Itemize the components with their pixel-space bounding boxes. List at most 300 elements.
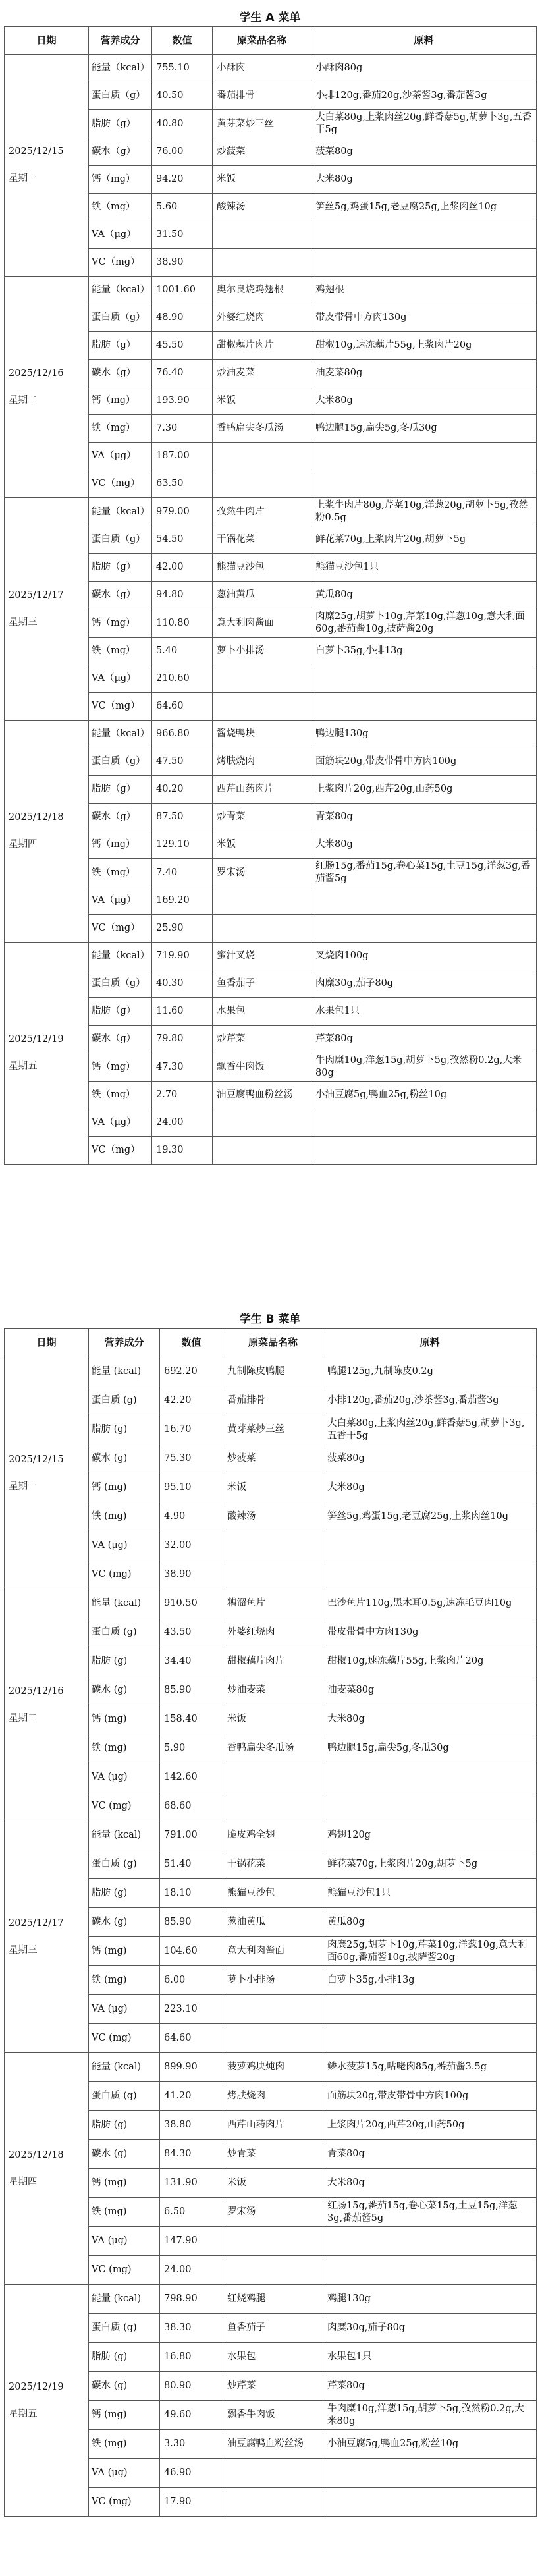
value-cell: 169.20 xyxy=(152,887,213,915)
value-cell: 41.20 xyxy=(160,2082,223,2111)
nutrient-cell: 脂肪（g） xyxy=(89,776,152,804)
nutrient-cell: 蛋白质（g） xyxy=(89,970,152,998)
nutrient-cell: 铁（mg） xyxy=(89,194,152,221)
ingredients-cell: 鸡腿130g xyxy=(323,2285,537,2314)
value-cell: 110.80 xyxy=(152,609,213,638)
date-text: 2025/12/15 xyxy=(9,146,64,157)
date-cell xyxy=(5,498,89,721)
date-cell xyxy=(5,721,89,943)
value-cell: 798.90 xyxy=(160,2285,223,2314)
value-cell: 31.50 xyxy=(152,221,213,249)
ingredients-cell xyxy=(311,221,537,249)
nutrient-cell: 能量（kcal） xyxy=(89,721,152,748)
ingredients-cell: 鲜花菜70g,上浆肉片20g,胡萝卜5g xyxy=(323,1850,537,1879)
ingredients-cell: 巴沙鱼片110g,黑木耳0.5g,速冻毛豆肉10g xyxy=(323,1589,537,1618)
dish-name-cell: 意大利肉酱面 xyxy=(223,1937,323,1966)
ingredients-cell: 大白菜80g,上浆肉丝20g,鲜香菇5g,胡萝卜3g,五香干5g xyxy=(311,110,537,138)
weekday-text: 星期三 xyxy=(9,617,38,628)
dish-name-cell: 油豆腐鸭血粉丝汤 xyxy=(223,2430,323,2459)
ingredients-cell xyxy=(323,1763,537,1792)
value-cell: 2.70 xyxy=(152,1082,213,1109)
nutrient-cell: 碳水（g） xyxy=(89,360,152,387)
ingredients-cell: 牛肉糜10g,洋葱15g,胡萝卜5g,孜然粉0.2g,大米80g xyxy=(311,1053,537,1082)
date-cell xyxy=(5,1821,89,2053)
ingredients-cell: 白萝卜35g,小排13g xyxy=(323,1966,537,1995)
nutrient-cell: 脂肪 (g) xyxy=(89,2343,160,2372)
nutrient-cell: 脂肪（g） xyxy=(89,554,152,582)
nutrient-cell: 脂肪 (g) xyxy=(89,1415,160,1444)
nutrient-cell: 蛋白质（g） xyxy=(89,748,152,776)
value-cell: 84.30 xyxy=(160,2140,223,2169)
nutrient-cell: 蛋白质（g） xyxy=(89,82,152,110)
dish-name-cell xyxy=(213,221,311,249)
dish-name-cell: 炒油麦菜 xyxy=(223,1676,323,1705)
ingredients-cell xyxy=(311,249,537,277)
ingredients-cell: 大米80g xyxy=(323,2169,537,2198)
dish-name-cell: 萝卜小排汤 xyxy=(223,1966,323,1995)
ingredients-cell: 白萝卜35g,小排13g xyxy=(311,638,537,665)
nutrient-cell: VC（mg） xyxy=(89,470,152,498)
dish-name-cell xyxy=(223,1792,323,1821)
dish-name-cell: 奥尔良烧鸡翅根 xyxy=(213,277,311,304)
date-text: 2025/12/17 xyxy=(9,1917,64,1929)
value-cell: 43.50 xyxy=(160,1618,223,1647)
nutrient-cell: 蛋白质（g） xyxy=(89,526,152,554)
dish-name-cell: 米饭 xyxy=(223,1705,323,1734)
nutrient-cell: 钙（mg） xyxy=(89,387,152,415)
table-a-title: 学生 A 菜单 xyxy=(239,11,301,24)
nutrient-cell: 碳水 (g) xyxy=(89,1444,160,1473)
date-cell xyxy=(5,1357,89,1589)
value-cell: 87.50 xyxy=(152,804,213,831)
dish-name-cell: 干锅花菜 xyxy=(213,526,311,554)
nutrient-cell: 钙（mg） xyxy=(89,1053,152,1082)
ingredients-cell: 青菜80g xyxy=(311,804,537,831)
value-cell: 147.90 xyxy=(160,2227,223,2256)
date-cell xyxy=(5,943,89,1165)
ingredients-cell: 黄瓜80g xyxy=(323,1908,537,1937)
nutrient-cell: 蛋白质 (g) xyxy=(89,2082,160,2111)
ingredients-cell: 上浆肉片20g,西芹20g,山药50g xyxy=(311,776,537,804)
dish-name-cell xyxy=(223,2459,323,2488)
ingredients-cell: 肉糜30g,茄子80g xyxy=(323,2314,537,2343)
nutrient-cell: 能量（kcal） xyxy=(89,55,152,82)
dish-name-cell: 米饭 xyxy=(213,831,311,859)
ingredients-cell: 黄瓜80g xyxy=(311,582,537,609)
ingredients-cell: 青菜80g xyxy=(323,2140,537,2169)
value-cell: 32.00 xyxy=(160,1531,223,1560)
dish-name-cell: 孜然牛肉片 xyxy=(213,498,311,526)
nutrient-cell: 钙 (mg) xyxy=(89,1937,160,1966)
dish-name-cell: 番茄排骨 xyxy=(213,82,311,110)
dish-name-cell xyxy=(213,470,311,498)
ingredients-cell xyxy=(323,1995,537,2024)
nutrient-cell: 铁（mg） xyxy=(89,415,152,443)
ingredients-cell: 上浆肉片20g,西芹20g,山药50g xyxy=(323,2111,537,2140)
value-cell: 51.40 xyxy=(160,1850,223,1879)
ingredients-cell: 叉烧肉100g xyxy=(311,943,537,970)
dish-name-cell: 红烧鸡腿 xyxy=(223,2285,323,2314)
value-cell: 38.80 xyxy=(160,2111,223,2140)
ingredients-cell: 大米80g xyxy=(323,1705,537,1734)
nutrient-cell: 铁 (mg) xyxy=(89,1502,160,1531)
date-text: 2025/12/19 xyxy=(9,1034,64,1045)
column-header: 日期 xyxy=(5,27,89,55)
nutrient-cell: 蛋白质（g） xyxy=(89,304,152,332)
column-header: 原菜品名称 xyxy=(223,1329,323,1357)
value-cell: 6.00 xyxy=(160,1966,223,1995)
dish-name-cell: 菠萝鸡块炖肉 xyxy=(223,2053,323,2082)
student-b-menu-table xyxy=(4,1328,537,2517)
date-text: 2025/12/16 xyxy=(9,1685,64,1697)
date-text: 2025/12/17 xyxy=(9,589,64,601)
value-cell: 1001.60 xyxy=(152,277,213,304)
header-row xyxy=(5,27,537,55)
value-cell: 131.90 xyxy=(160,2169,223,2198)
nutrient-cell: VC (mg) xyxy=(89,2488,160,2517)
column-header: 营养成分 xyxy=(89,27,152,55)
value-cell: 966.80 xyxy=(152,721,213,748)
value-cell: 48.90 xyxy=(152,304,213,332)
nutrient-cell: 能量 (kcal) xyxy=(89,1357,160,1386)
dish-name-cell: 水果包 xyxy=(213,998,311,1026)
ingredients-cell: 小排120g,番茄20g,沙茶酱3g,番茄酱3g xyxy=(311,82,537,110)
ingredients-cell: 菠菜80g xyxy=(323,1444,537,1473)
ingredients-cell: 鲜花菜70g,上浆肉片20g,胡萝卜5g xyxy=(311,526,537,554)
ingredients-cell: 熊猫豆沙包1只 xyxy=(323,1879,537,1908)
dish-name-cell: 飘香牛肉饭 xyxy=(213,1053,311,1082)
table-row xyxy=(5,721,537,748)
value-cell: 25.90 xyxy=(152,915,213,943)
nutrient-cell: 铁 (mg) xyxy=(89,2430,160,2459)
ingredients-cell: 牛肉糜10g,洋葱15g,胡萝卜5g,孜然粉0.2g,大米80g xyxy=(323,2401,537,2430)
nutrient-cell: VC（mg） xyxy=(89,1137,152,1165)
nutrient-cell: VA (μg) xyxy=(89,1995,160,2024)
dish-name-cell: 鱼香茄子 xyxy=(213,970,311,998)
ingredients-cell xyxy=(323,2488,537,2517)
date-text: 2025/12/16 xyxy=(9,368,64,379)
dish-name-cell: 香鸭扁尖冬瓜汤 xyxy=(223,1734,323,1763)
nutrient-cell: VC（mg） xyxy=(89,249,152,277)
date-text: 2025/12/15 xyxy=(9,1454,64,1465)
dish-name-cell: 脆皮鸡全翅 xyxy=(223,1821,323,1850)
value-cell: 187.00 xyxy=(152,443,213,470)
dish-name-cell: 意大利肉酱面 xyxy=(213,609,311,638)
date-text: 2025/12/18 xyxy=(9,2149,64,2160)
nutrient-cell: 能量 (kcal) xyxy=(89,2053,160,2082)
ingredients-cell: 鳞水菠萝15g,咕咾肉85g,番茄酱3.5g xyxy=(323,2053,537,2082)
dish-name-cell: 西芹山药肉片 xyxy=(213,776,311,804)
column-header: 原料 xyxy=(323,1329,537,1357)
nutrient-cell: 脂肪（g） xyxy=(89,998,152,1026)
ingredients-cell: 油麦菜80g xyxy=(323,1676,537,1705)
nutrient-cell: 钙 (mg) xyxy=(89,1705,160,1734)
column-header: 数值 xyxy=(152,27,213,55)
dish-name-cell xyxy=(213,915,311,943)
ingredients-cell xyxy=(311,470,537,498)
dish-name-cell xyxy=(223,1531,323,1560)
value-cell: 75.30 xyxy=(160,1444,223,1473)
ingredients-cell xyxy=(311,1109,537,1137)
ingredients-cell: 大米80g xyxy=(323,1473,537,1502)
weekday-text: 星期二 xyxy=(9,395,38,406)
dish-name-cell: 九制陈皮鸭腿 xyxy=(223,1357,323,1386)
dish-name-cell: 酸辣汤 xyxy=(223,1502,323,1531)
value-cell: 40.80 xyxy=(152,110,213,138)
nutrient-cell: VA（μg） xyxy=(89,1109,152,1137)
value-cell: 158.40 xyxy=(160,1705,223,1734)
dish-name-cell: 葱油黄瓜 xyxy=(213,582,311,609)
dish-name-cell xyxy=(213,693,311,721)
ingredients-cell: 甜椒10g,速冻藕片55g,上浆肉片20g xyxy=(311,332,537,360)
ingredients-cell: 带皮带骨中方肉130g xyxy=(311,304,537,332)
nutrient-cell: 铁（mg） xyxy=(89,1082,152,1109)
date-text: 2025/12/19 xyxy=(9,2381,64,2392)
date-cell xyxy=(5,55,89,277)
ingredients-cell xyxy=(311,887,537,915)
nutrient-cell: VA（μg） xyxy=(89,443,152,470)
dish-name-cell: 外婆红烧肉 xyxy=(213,304,311,332)
dish-name-cell xyxy=(223,1763,323,1792)
dish-name-cell: 炒油麦菜 xyxy=(213,360,311,387)
nutrient-cell: 碳水（g） xyxy=(89,138,152,166)
nutrient-cell: 铁（mg） xyxy=(89,638,152,665)
date-cell xyxy=(5,2285,89,2517)
dish-name-cell: 油豆腐鸭血粉丝汤 xyxy=(213,1082,311,1109)
ingredients-cell xyxy=(323,2256,537,2285)
ingredients-cell: 油麦菜80g xyxy=(311,360,537,387)
weekday-text: 星期二 xyxy=(9,1713,38,1724)
date-cell xyxy=(5,2053,89,2285)
dish-name-cell: 炒青菜 xyxy=(223,2140,323,2169)
dish-name-cell: 炒菠菜 xyxy=(213,138,311,166)
value-cell: 45.50 xyxy=(152,332,213,360)
nutrient-cell: 钙 (mg) xyxy=(89,1473,160,1502)
dish-name-cell: 水果包 xyxy=(223,2343,323,2372)
value-cell: 104.60 xyxy=(160,1937,223,1966)
ingredients-cell: 大米80g xyxy=(311,831,537,859)
nutrient-cell: 能量 (kcal) xyxy=(89,1589,160,1618)
nutrient-cell: 碳水（g） xyxy=(89,1026,152,1053)
value-cell: 5.40 xyxy=(152,638,213,665)
table-row xyxy=(5,1589,537,1618)
table-row xyxy=(5,277,537,304)
table-row xyxy=(5,1821,537,1850)
nutrient-cell: 碳水 (g) xyxy=(89,1676,160,1705)
ingredients-cell xyxy=(323,2459,537,2488)
date-text: 2025/12/18 xyxy=(9,812,64,823)
dish-name-cell: 萝卜小排汤 xyxy=(213,638,311,665)
nutrient-cell: 碳水 (g) xyxy=(89,1908,160,1937)
ingredients-cell: 鸡翅120g xyxy=(323,1821,537,1850)
weekday-text: 星期四 xyxy=(9,2176,38,2187)
weekday-text: 星期四 xyxy=(9,839,38,850)
value-cell: 94.20 xyxy=(152,166,213,194)
ingredients-cell: 菠菜80g xyxy=(311,138,537,166)
ingredients-cell: 小油豆腐5g,鸭血25g,粉丝10g xyxy=(311,1082,537,1109)
value-cell: 94.80 xyxy=(152,582,213,609)
ingredients-cell: 肉糜25g,胡萝卜10g,芹菜10g,洋葱10g,意大利面60g,番茄酱10g,披萨酱20g xyxy=(323,1937,537,1966)
column-header: 营养成分 xyxy=(89,1329,160,1357)
dish-name-cell: 炒芹菜 xyxy=(213,1026,311,1053)
value-cell: 40.50 xyxy=(152,82,213,110)
ingredients-cell xyxy=(323,2024,537,2053)
nutrient-cell: 钙 (mg) xyxy=(89,2169,160,2198)
value-cell: 38.90 xyxy=(152,249,213,277)
value-cell: 210.60 xyxy=(152,665,213,693)
ingredients-cell: 红肠15g,番茄15g,卷心菜15g,土豆15g,洋葱3g,番茄酱5g xyxy=(311,859,537,887)
table-row xyxy=(5,943,537,970)
ingredients-cell xyxy=(311,1137,537,1165)
date-cell xyxy=(5,1589,89,1821)
nutrient-cell: VA (μg) xyxy=(89,1763,160,1792)
value-cell: 42.00 xyxy=(152,554,213,582)
dish-name-cell: 甜椒藕片肉片 xyxy=(213,332,311,360)
ingredients-cell xyxy=(323,1792,537,1821)
dish-name-cell xyxy=(223,2227,323,2256)
nutrient-cell: 钙 (mg) xyxy=(89,2401,160,2430)
ingredients-cell xyxy=(323,2227,537,2256)
dish-name-cell: 干锅花菜 xyxy=(223,1850,323,1879)
nutrient-cell: VC（mg） xyxy=(89,915,152,943)
nutrient-cell: 碳水 (g) xyxy=(89,2372,160,2401)
nutrient-cell: 能量 (kcal) xyxy=(89,1821,160,1850)
value-cell: 63.50 xyxy=(152,470,213,498)
ingredients-cell xyxy=(323,1531,537,1560)
ingredients-cell: 鸡翅根 xyxy=(311,277,537,304)
table-row xyxy=(5,498,537,526)
nutrient-cell: 蛋白质 (g) xyxy=(89,1386,160,1415)
ingredients-cell: 小酥肉80g xyxy=(311,55,537,82)
nutrient-cell: 能量（kcal） xyxy=(89,943,152,970)
weekday-text: 星期五 xyxy=(9,1061,38,1072)
dish-name-cell: 黄芽菜炒三丝 xyxy=(213,110,311,138)
ingredients-cell: 大白菜80g,上浆肉丝20g,鲜香菇5g,胡萝卜3g,五香干5g xyxy=(323,1415,537,1444)
value-cell: 79.80 xyxy=(152,1026,213,1053)
value-cell: 68.60 xyxy=(160,1792,223,1821)
dish-name-cell: 烤肤烧肉 xyxy=(223,2082,323,2111)
ingredients-cell: 肉糜30g,茄子80g xyxy=(311,970,537,998)
value-cell: 42.20 xyxy=(160,1386,223,1415)
dish-name-cell: 番茄排骨 xyxy=(223,1386,323,1415)
nutrient-cell: VC (mg) xyxy=(89,2024,160,2053)
ingredients-cell: 水果包1只 xyxy=(311,998,537,1026)
nutrient-cell: 能量 (kcal) xyxy=(89,2285,160,2314)
nutrient-cell: VA（μg） xyxy=(89,887,152,915)
ingredients-cell: 笋丝5g,鸡蛋15g,老豆腐25g,上浆肉丝10g xyxy=(323,1502,537,1531)
value-cell: 40.20 xyxy=(152,776,213,804)
dish-name-cell: 炒芹菜 xyxy=(223,2372,323,2401)
dish-name-cell: 罗宋汤 xyxy=(213,859,311,887)
dish-name-cell: 外婆红烧肉 xyxy=(223,1618,323,1647)
dish-name-cell: 黄芽菜炒三丝 xyxy=(223,1415,323,1444)
value-cell: 5.90 xyxy=(160,1734,223,1763)
dish-name-cell xyxy=(223,1995,323,2024)
value-cell: 17.90 xyxy=(160,2488,223,2517)
ingredients-cell xyxy=(311,443,537,470)
value-cell: 38.90 xyxy=(160,1560,223,1589)
value-cell: 19.30 xyxy=(152,1137,213,1165)
value-cell: 76.00 xyxy=(152,138,213,166)
dish-name-cell: 西芹山药肉片 xyxy=(223,2111,323,2140)
dish-name-cell: 糟溜鱼片 xyxy=(223,1589,323,1618)
ingredients-cell: 鸭边腿15g,扁尖5g,冬瓜30g xyxy=(323,1734,537,1763)
weekday-text: 星期三 xyxy=(9,1944,38,1956)
nutrient-cell: VA（μg） xyxy=(89,221,152,249)
weekday-text: 星期五 xyxy=(9,2408,38,2419)
nutrient-cell: 脂肪 (g) xyxy=(89,1647,160,1676)
nutrient-cell: 蛋白质 (g) xyxy=(89,1850,160,1879)
value-cell: 40.30 xyxy=(152,970,213,998)
dish-name-cell: 熊猫豆沙包 xyxy=(223,1879,323,1908)
dish-name-cell: 鱼香茄子 xyxy=(223,2314,323,2343)
ingredients-cell xyxy=(311,693,537,721)
weekday-text: 星期一 xyxy=(9,173,38,184)
dish-name-cell: 米饭 xyxy=(223,1473,323,1502)
dish-name-cell xyxy=(213,1137,311,1165)
value-cell: 7.30 xyxy=(152,415,213,443)
nutrient-cell: 脂肪 (g) xyxy=(89,2111,160,2140)
value-cell: 899.90 xyxy=(160,2053,223,2082)
dish-name-cell: 烤肤烧肉 xyxy=(213,748,311,776)
nutrient-cell: VA (μg) xyxy=(89,1531,160,1560)
table-row xyxy=(5,55,537,82)
value-cell: 47.30 xyxy=(152,1053,213,1082)
nutrient-cell: 能量（kcal） xyxy=(89,277,152,304)
value-cell: 719.90 xyxy=(152,943,213,970)
value-cell: 16.70 xyxy=(160,1415,223,1444)
ingredients-cell: 芹菜80g xyxy=(323,2372,537,2401)
nutrient-cell: 脂肪 (g) xyxy=(89,1879,160,1908)
ingredients-cell: 带皮带骨中方肉130g xyxy=(323,1618,537,1647)
nutrient-cell: VC（mg） xyxy=(89,693,152,721)
value-cell: 692.20 xyxy=(160,1357,223,1386)
ingredients-cell xyxy=(311,665,537,693)
nutrient-cell: 脂肪（g） xyxy=(89,110,152,138)
ingredients-cell: 甜椒10g,速冻藕片55g,上浆肉片20g xyxy=(323,1647,537,1676)
nutrient-cell: 铁（mg） xyxy=(89,859,152,887)
ingredients-cell: 小油豆腐5g,鸭血25g,粉丝10g xyxy=(323,2430,537,2459)
value-cell: 6.50 xyxy=(160,2198,223,2227)
value-cell: 64.60 xyxy=(160,2024,223,2053)
dish-name-cell: 罗宋汤 xyxy=(223,2198,323,2227)
value-cell: 54.50 xyxy=(152,526,213,554)
ingredients-cell xyxy=(311,915,537,943)
value-cell: 129.10 xyxy=(152,831,213,859)
nutrient-cell: 能量（kcal） xyxy=(89,498,152,526)
value-cell: 95.10 xyxy=(160,1473,223,1502)
value-cell: 47.50 xyxy=(152,748,213,776)
nutrient-cell: 铁 (mg) xyxy=(89,2198,160,2227)
column-header: 日期 xyxy=(5,1329,89,1357)
nutrient-cell: 脂肪（g） xyxy=(89,332,152,360)
ingredients-cell: 鸭边腿130g xyxy=(311,721,537,748)
value-cell: 910.50 xyxy=(160,1589,223,1618)
column-header: 原菜品名称 xyxy=(213,27,311,55)
ingredients-cell: 笋丝5g,鸡蛋15g,老豆腐25g,上浆肉丝10g xyxy=(311,194,537,221)
dish-name-cell: 熊猫豆沙包 xyxy=(213,554,311,582)
value-cell: 24.00 xyxy=(160,2256,223,2285)
nutrient-cell: 碳水（g） xyxy=(89,582,152,609)
ingredients-cell: 芹菜80g xyxy=(311,1026,537,1053)
dish-name-cell: 蜜汁叉烧 xyxy=(213,943,311,970)
dish-name-cell xyxy=(223,2256,323,2285)
nutrient-cell: 铁 (mg) xyxy=(89,1734,160,1763)
dish-name-cell xyxy=(223,1560,323,1589)
value-cell: 46.90 xyxy=(160,2459,223,2488)
ingredients-cell: 小排120g,番茄20g,沙茶酱3g,番茄酱3g xyxy=(323,1386,537,1415)
nutrient-cell: 碳水（g） xyxy=(89,804,152,831)
